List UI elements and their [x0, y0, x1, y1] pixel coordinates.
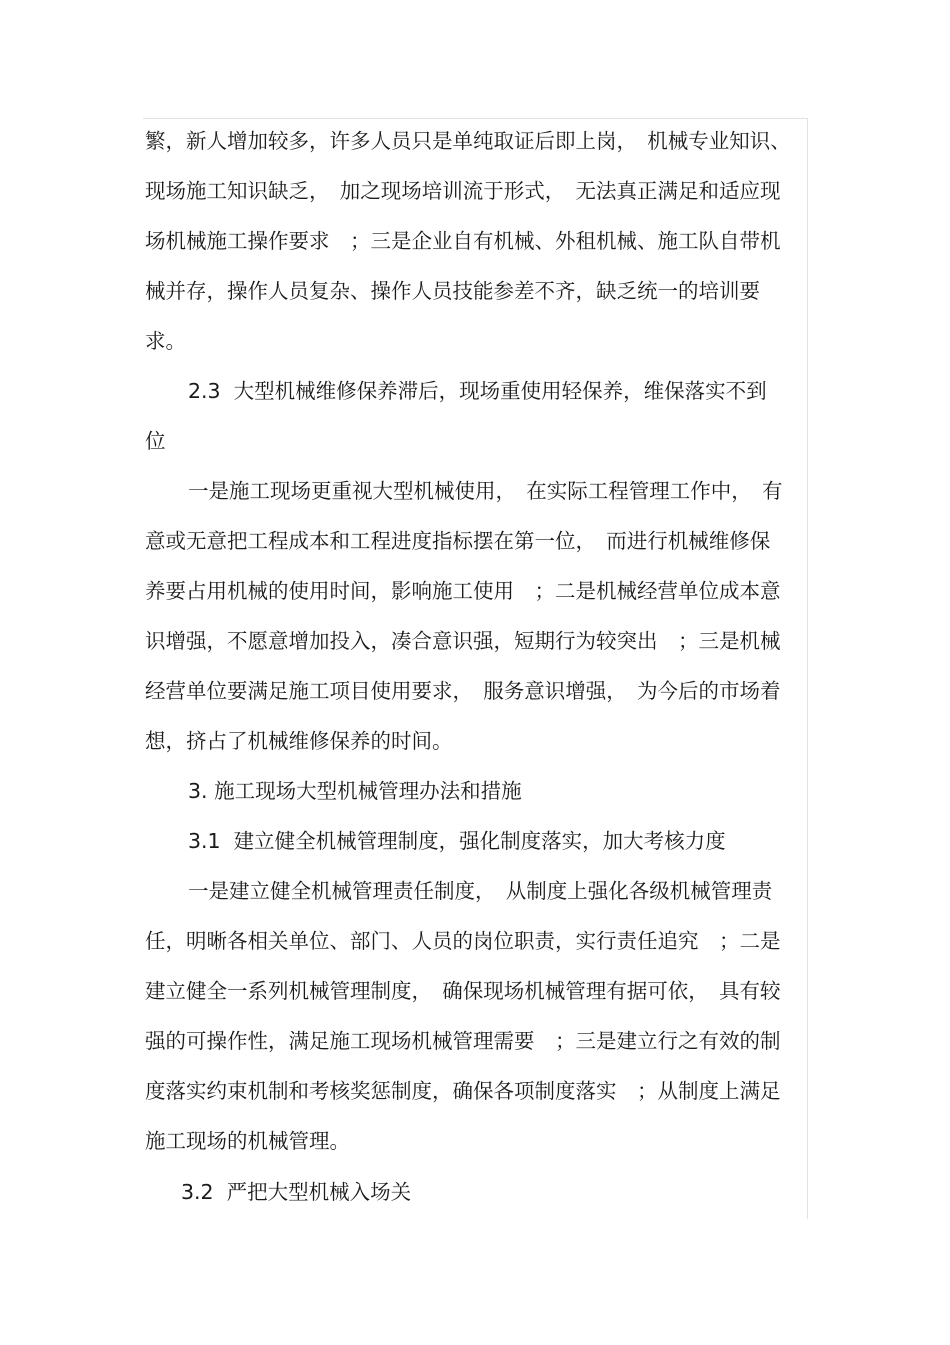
paragraph-line: 繁，新人增加较多，许多人员只是单纯取证后即上岗， 机械专业知识、 — [145, 129, 791, 153]
paragraph-line: 意或无意把工程成本和工程进度指标摆在第一位， 而进行机械维修保 — [145, 529, 771, 553]
paragraph-line: 施工现场的机械管理。 — [145, 1129, 350, 1153]
paragraph-line: 械并存，操作人员复杂、操作人员技能参差不齐，缺乏统一的培训要 — [145, 279, 760, 303]
paragraph-line: 想，挤占了机械维修保养的时间。 — [145, 729, 453, 753]
section-heading-2-3-cont: 位 — [145, 429, 166, 453]
paragraph-line: 现场施工知识缺乏， 加之现场培训流于形式， 无法真正满足和适应现 — [145, 179, 781, 203]
paragraph-line: 场机械施工操作要求 ；三是企业自有机械、外租机械、施工队自带机 — [145, 229, 781, 253]
paragraph-line: 强的可操作性，满足施工现场机械管理需要 ；三是建立行之有效的制 — [145, 1029, 781, 1053]
section-heading-3-1: 3.1 建立健全机械管理制度，强化制度落实，加大考核力度 — [188, 829, 726, 853]
paragraph-line: 识增强，不愿意增加投入，凑合意识强，短期行为较突出 ；三是机械 — [145, 629, 781, 653]
section-heading-3-2: 3.2 严把大型机械入场关 — [181, 1180, 412, 1204]
paragraph-line: 任，明晰各相关单位、部门、人员的岗位职责，实行责任追究 ；二是 — [145, 929, 781, 953]
section-heading-3: 3. 施工现场大型机械管理办法和措施 — [188, 779, 522, 803]
paragraph-line: 求。 — [145, 329, 186, 353]
section-heading-2-3: 2.3 大型机械维修保养滞后，现场重使用轻保养，维保落实不到 — [188, 379, 767, 403]
paragraph-line: 度落实约束机制和考核奖惩制度，确保各项制度落实 ；从制度上满足 — [145, 1079, 781, 1103]
paragraph-line: 建立健全一系列机械管理制度， 确保现场机械管理有据可依， 具有较 — [145, 979, 781, 1003]
paragraph-line: 一是建立健全机械管理责任制度， 从制度上强化各级机械管理责 — [188, 879, 773, 903]
paragraph-line: 养要占用机械的使用时间，影响施工使用 ；二是机械经营单位成本意 — [145, 579, 781, 603]
paragraph-line: 一是施工现场更重视大型机械使用， 在实际工程管理工作中， 有 — [188, 479, 783, 503]
paragraph-line: 经营单位要满足施工项目使用要求， 服务意识增强， 为今后的市场着 — [145, 679, 781, 703]
